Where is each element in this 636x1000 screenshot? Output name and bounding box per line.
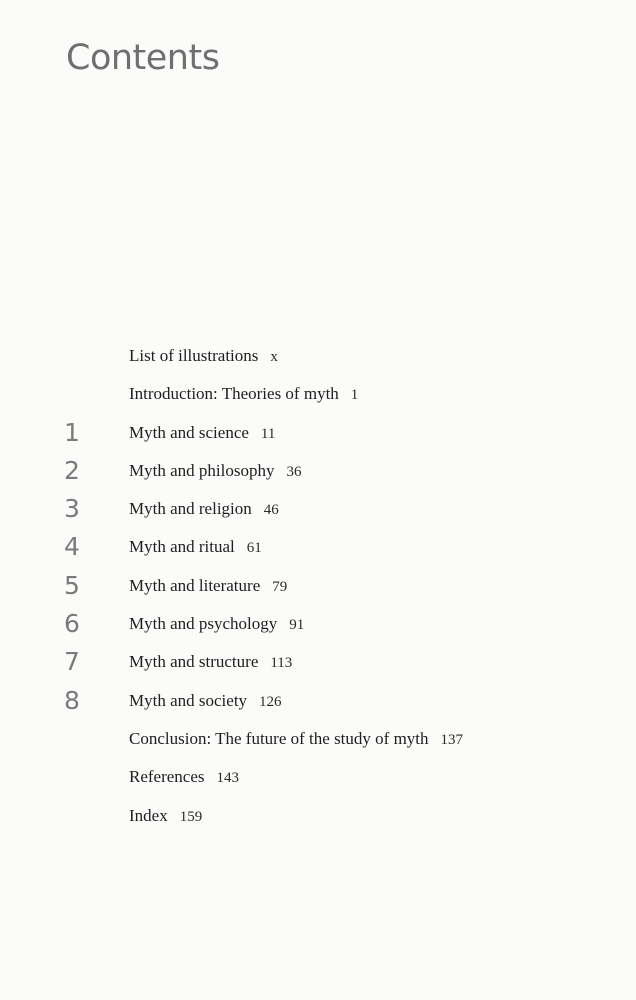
entry-title: Myth and religion (129, 499, 252, 519)
toc-row (0, 797, 636, 835)
toc-entry (129, 337, 278, 376)
toc-row (0, 567, 636, 605)
page-number: 91 (289, 617, 305, 634)
toc-entry (129, 720, 463, 759)
page-title: Contents (66, 38, 220, 78)
toc-entry (129, 567, 287, 606)
entry-title: Myth and society (129, 690, 248, 710)
entry-title: Conclusion: The future of the study of myth (129, 728, 429, 748)
toc-row (0, 758, 636, 796)
toc-row (0, 337, 636, 375)
toc-row (0, 375, 636, 413)
toc-row (0, 682, 636, 720)
entry-title: Myth and literature (129, 575, 261, 595)
page-number: 11 (260, 425, 276, 442)
toc-row (0, 414, 636, 452)
page-number: 159 (179, 808, 203, 825)
toc-row (0, 643, 636, 681)
page-number: 137 (440, 731, 464, 748)
entry-title: Myth and philosophy (129, 460, 275, 480)
entry-title: Myth and science (129, 422, 249, 442)
toc-entry (129, 414, 275, 453)
entry-title: Myth and psychology (129, 614, 278, 634)
entry-title: Index (129, 805, 168, 825)
toc-entry (129, 643, 292, 682)
page-number: 143 (216, 770, 240, 787)
toc-entry (129, 490, 279, 529)
page-number: x (270, 349, 278, 365)
entry-title: List of illustrations (129, 346, 259, 365)
table-of-contents (0, 337, 636, 835)
chapter-number: 7 (64, 647, 80, 677)
toc-entry (129, 797, 202, 836)
toc-row (0, 720, 636, 758)
toc-entry (129, 605, 304, 644)
page-number: 61 (246, 540, 262, 557)
chapter-number: 2 (64, 455, 80, 485)
toc-row (0, 528, 636, 566)
toc-row (0, 452, 636, 490)
toc-entry (129, 758, 239, 797)
page-number: 46 (263, 502, 279, 519)
page-number: 113 (270, 655, 293, 672)
chapter-number: 5 (64, 570, 80, 600)
entry-title: References (129, 767, 205, 787)
page-number: 126 (259, 693, 282, 710)
chapter-number: 3 (64, 494, 80, 524)
page-number: 1 (350, 387, 359, 404)
chapter-number: 6 (64, 609, 80, 639)
toc-entry (129, 528, 262, 567)
toc-row (0, 490, 636, 528)
toc-entry (129, 375, 358, 414)
entry-title: Introduction: Theories of myth (129, 384, 339, 404)
chapter-number: 8 (64, 685, 80, 715)
entry-title: Myth and ritual (129, 537, 235, 557)
toc-entry (129, 452, 301, 491)
page-number: 79 (272, 578, 288, 595)
entry-title: Myth and structure (129, 652, 259, 672)
chapter-number: 1 (64, 417, 80, 447)
toc-row (0, 605, 636, 643)
page-number: 36 (286, 463, 302, 480)
toc-entry (129, 682, 282, 721)
chapter-number: 4 (64, 532, 80, 562)
